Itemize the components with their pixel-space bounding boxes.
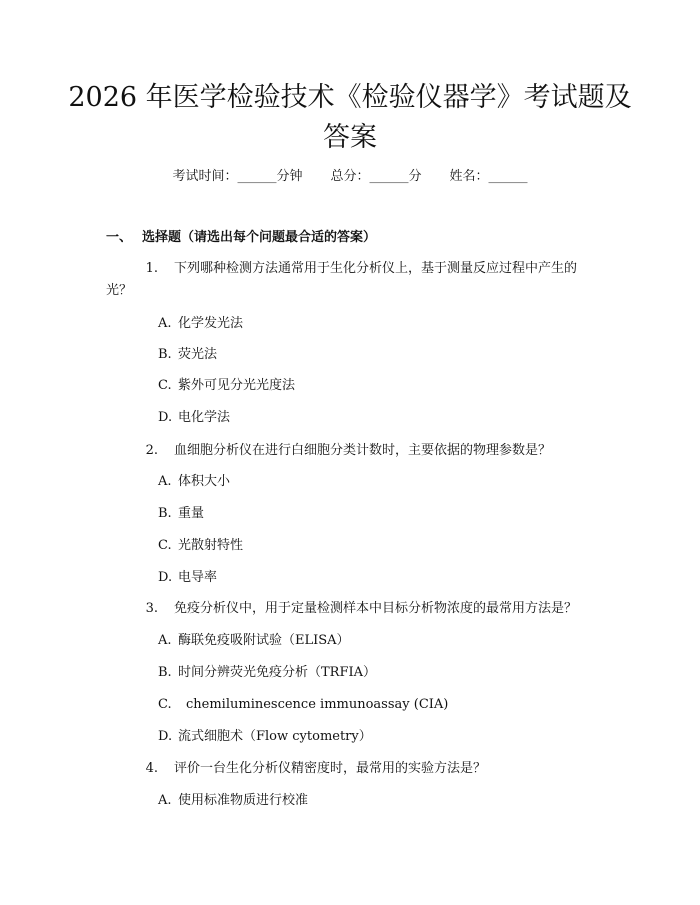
- name-field: 姓名：______: [449, 169, 528, 184]
- option-text: 使用标准物质进行校准: [178, 793, 309, 808]
- option-2b: [158, 503, 204, 525]
- option-text: 流式细胞术（Flow cytometry）: [178, 729, 372, 744]
- option-letter: D.: [158, 570, 173, 585]
- option-2a: [158, 471, 230, 493]
- option-letter: B.: [158, 665, 172, 680]
- option-3a: [158, 630, 350, 652]
- option-4a: [158, 790, 308, 812]
- question-number: 2.: [145, 443, 158, 458]
- option-letter: A.: [158, 633, 172, 648]
- option-2c: [158, 535, 243, 557]
- option-letter: D.: [158, 410, 173, 425]
- question-text: 下列哪种检测方法通常用于生化分析仪上，基于测量反应过程中产生的光？: [106, 261, 578, 298]
- section-heading: [106, 227, 376, 249]
- question-text: 血细胞分析仪在进行白细胞分类计数时，主要依据的物理参数是？: [174, 443, 552, 458]
- document-title: 2026 年医学检验技术《检验仪器学》考试题及答案: [68, 82, 632, 153]
- option-text: 电化学法: [178, 410, 231, 425]
- section-number: 一、: [106, 230, 133, 245]
- total-score-field: 总分：______分: [330, 169, 422, 184]
- option-text: 化学发光法: [178, 316, 244, 331]
- option-text: 紫外可见分光光度法: [178, 378, 296, 393]
- option-1a: [158, 313, 243, 335]
- option-3c: [158, 694, 448, 716]
- option-text: chemiluminescence immunoassay (CIA): [186, 697, 449, 712]
- section-title: 选择题（请选出每个问题最合适的答案）: [142, 230, 377, 245]
- question-3: [106, 598, 596, 620]
- question-1: [106, 258, 596, 302]
- option-letter: A.: [158, 474, 172, 489]
- option-text: 时间分辨荧光免疫分析（TRFIA）: [178, 665, 377, 680]
- option-letter: A.: [158, 316, 172, 331]
- option-text: 荧光法: [178, 347, 218, 362]
- option-2d: [158, 567, 217, 589]
- option-text: 体积大小: [178, 474, 231, 489]
- option-text: 酶联免疫吸附试验（ELISA）: [178, 633, 350, 648]
- question-number: 1.: [145, 261, 158, 276]
- option-letter: B.: [158, 347, 172, 362]
- exam-time-field: 考试时间：______分钟: [172, 169, 303, 184]
- question-text: 免疫分析仪中，用于定量检测样本中目标分析物浓度的最常用方法是？: [174, 601, 578, 616]
- question-number: 3.: [145, 601, 158, 616]
- option-3d: [158, 726, 372, 748]
- option-1b: [158, 344, 217, 366]
- option-text: 电导率: [178, 570, 218, 585]
- question-2: [106, 440, 596, 462]
- option-letter: C.: [158, 378, 172, 393]
- option-letter: C.: [158, 697, 172, 712]
- option-1c: [158, 375, 295, 397]
- question-text: 评价一台生化分析仪精密度时，最常用的实验方法是？: [174, 761, 487, 776]
- option-3b: [158, 662, 376, 684]
- option-text: 光散射特性: [178, 538, 244, 553]
- option-text: 重量: [178, 506, 205, 521]
- option-1d: [158, 407, 230, 429]
- option-letter: A.: [158, 793, 172, 808]
- exam-meta: [0, 166, 700, 188]
- question-4: [106, 758, 596, 780]
- question-number: 4.: [145, 761, 158, 776]
- option-letter: B.: [158, 506, 172, 521]
- option-letter: D.: [158, 729, 173, 744]
- option-letter: C.: [158, 538, 172, 553]
